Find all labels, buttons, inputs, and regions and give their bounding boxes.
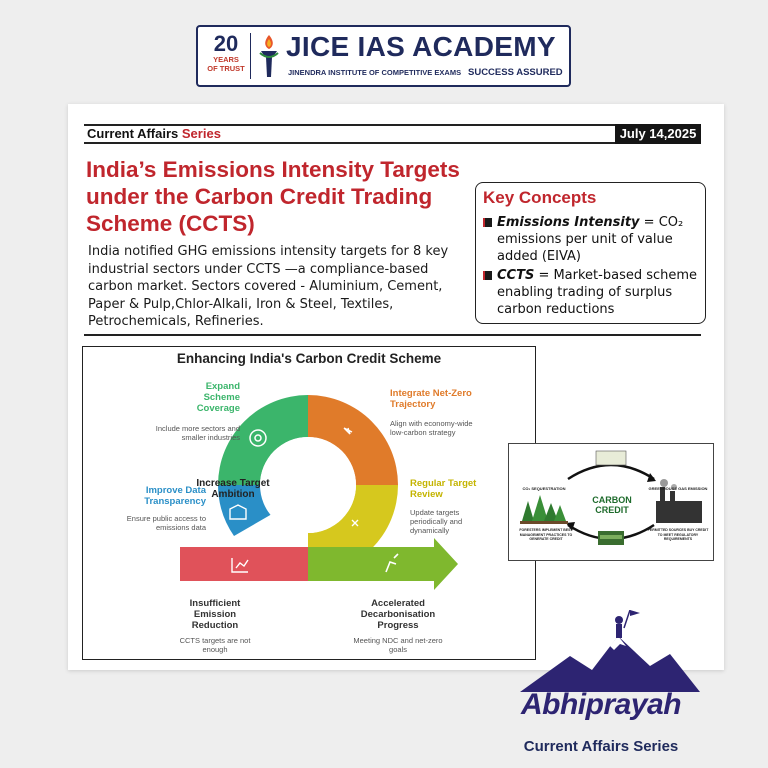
infographic-title: Enhancing India's Carbon Credit Scheme (176, 351, 442, 366)
step-label-expand: Expand Scheme Coverage (196, 381, 240, 414)
article-intro: India notified GHG emissions intensity targets for 8 key industrial sectors under CCTS —a compliance-based carbon market. Sectors covered - Aluminium, Cement, Paper & Pulp,Chlor-Alkali, Iron & Steel, Textiles, Petrochemicals, Refineries. (88, 244, 449, 329)
step-desc-accelerated: Meeting NDC and net-zero goals (353, 636, 443, 654)
brand-wordmark: Abhiprayah (520, 688, 682, 721)
carbon-credit-label: CARBON CREDIT (592, 495, 632, 515)
step-desc-transparency: Ensure public access to emissions data (126, 514, 206, 532)
step-desc-netzero: Align with economy-wide low-carbon strategy (390, 419, 473, 437)
center-label: Increase Target Ambition (196, 478, 270, 500)
brand-subtitle: Current Affairs Series (523, 738, 679, 755)
torch-icon (256, 33, 282, 79)
academy-logo (196, 25, 571, 87)
factory-icon (656, 501, 702, 523)
academy-tagline: SUCCESS ASSURED (468, 67, 563, 78)
years-text: YEARS (213, 55, 239, 64)
step-desc-review: Update targets periodically and dynamically (410, 508, 463, 535)
bullet-icon (483, 271, 492, 280)
bullet-icon (483, 218, 492, 227)
article-title: India’s Emissions Intensity Targets under the Carbon Credit Trading Scheme (CCTS) (86, 157, 460, 236)
key-concepts-title: Key Concepts (483, 188, 597, 207)
step-label-review: Regular Target Review (410, 478, 477, 500)
years-badge (204, 33, 248, 73)
step-label-accelerated: Accelerated Decarbonisation Progress (360, 598, 436, 631)
concept-term: CCTS (497, 268, 535, 283)
series-label (87, 126, 221, 141)
sequestration-title: CO₂ SEQUESTRATION (522, 486, 566, 491)
concept-definition: = CO₂ emissions per unit of value added (EIVA) (497, 215, 684, 264)
key-concept-item (483, 267, 703, 318)
logo-divider (250, 33, 251, 79)
series-suffix: Series (181, 126, 221, 141)
step-label-insufficient: Insufficient Emission Reduction (189, 598, 241, 631)
section-divider (84, 334, 701, 336)
emission-desc: PERMITTED SOURCES BUY CREDIT TO MEET REGULATORY REQUIREMENTS (647, 528, 709, 541)
certificate-icon (596, 451, 626, 465)
trust-text: OF TRUST (207, 64, 245, 73)
step-desc-expand: Include more sectors and smaller industries (155, 424, 240, 442)
step-label-netzero: Integrate Net-Zero Trajectory (390, 388, 472, 410)
tree-icon (522, 501, 534, 521)
concept-definition: = Market-based scheme enabling trading of surplus carbon reductions (497, 268, 698, 317)
concept-term: Emissions Intensity (497, 215, 640, 230)
red-arrow-bar (180, 547, 308, 581)
ring-center (260, 437, 356, 533)
step-label-transparency: Improve Data Transparency (144, 485, 206, 507)
series-prefix: Current Affairs (87, 126, 179, 141)
years-number: 20 (213, 31, 239, 56)
emission-title: GREENHOUSE GAS EMISSION (648, 486, 708, 491)
cycle-arrow-top (568, 465, 654, 479)
sequestration-desc: FORESTERS IMPLEMENT BEST MANAGEMENT PRACTICES TO GENERATE CREDIT (519, 528, 573, 541)
step-desc-insufficient: CCTS targets are not enough (179, 636, 251, 654)
academy-full-name: JINENDRA INSTITUTE OF COMPETITIVE EXAMS (288, 68, 462, 77)
mountain-summit-icon (520, 610, 700, 692)
key-concept-item (483, 214, 703, 265)
date-badge: July 14,2025 (615, 124, 701, 144)
academy-name: JICE IAS ACADEMY (286, 31, 556, 62)
